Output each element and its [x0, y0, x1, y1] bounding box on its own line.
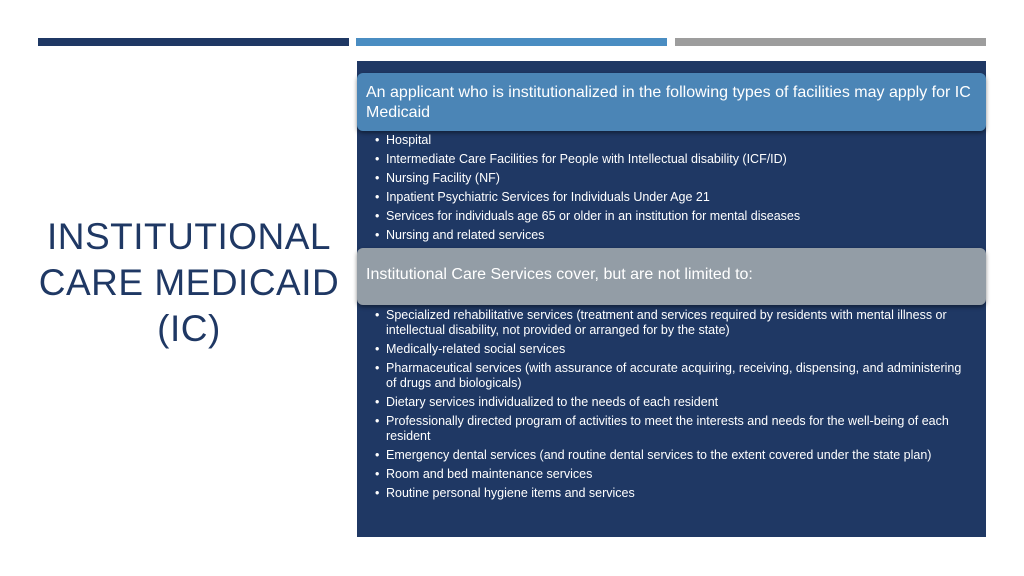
section-heading-facilities-text: An applicant who is institutionalized in the following types of facilities may apply for IC Medicaid	[366, 84, 971, 121]
section-heading-services-text: Institutional Care Services cover, but are not limited to:	[366, 266, 753, 283]
list-item: • Room and bed maintenance services	[363, 467, 975, 482]
title-line-2: CARE MEDICAID	[38, 262, 340, 303]
facility-list	[363, 133, 963, 247]
list-item: • Inpatient Psychiatric Services for Individuals Under Age 21	[363, 190, 963, 205]
list-item: • Services for individuals age 65 or older in an institution for mental diseases	[363, 209, 963, 224]
list-item: • Intermediate Care Facilities for People with Intellectual disability (ICF/ID)	[363, 152, 963, 167]
list-item: • Emergency dental services (and routine dental services to the extent covered under the state plan)	[363, 448, 975, 463]
title-line-3: (IC)	[157, 308, 221, 349]
accent-bar-blue	[356, 38, 667, 46]
services-list	[363, 308, 975, 505]
list-item: • Nursing and related services	[363, 228, 963, 243]
section-heading-facilities	[357, 73, 986, 131]
section-heading-services	[357, 248, 986, 305]
list-item: • Routine personal hygiene items and services	[363, 486, 975, 501]
accent-bar-gray	[675, 38, 986, 46]
list-item: • Professionally directed program of activities to meet the interests and needs for the well-being of each resident	[363, 414, 975, 444]
title-line-1: INSTITUTIONAL	[46, 216, 332, 257]
slide-title	[30, 214, 348, 352]
list-item: • Nursing Facility (NF)	[363, 171, 963, 186]
list-item: • Hospital	[363, 133, 963, 148]
list-item: • Pharmaceutical services (with assurance of accurate acquiring, receiving, dispensing, and administering of drugs and biologicals)	[363, 361, 975, 391]
list-item: • Dietary services individualized to the needs of each resident	[363, 395, 975, 410]
accent-bar-navy	[38, 38, 349, 46]
list-item: • Specialized rehabilitative services (treatment and services required by residents with mental illness or intellectual disability, not provided or arranged for by the state)	[363, 308, 975, 338]
list-item: • Medically-related social services	[363, 342, 975, 357]
